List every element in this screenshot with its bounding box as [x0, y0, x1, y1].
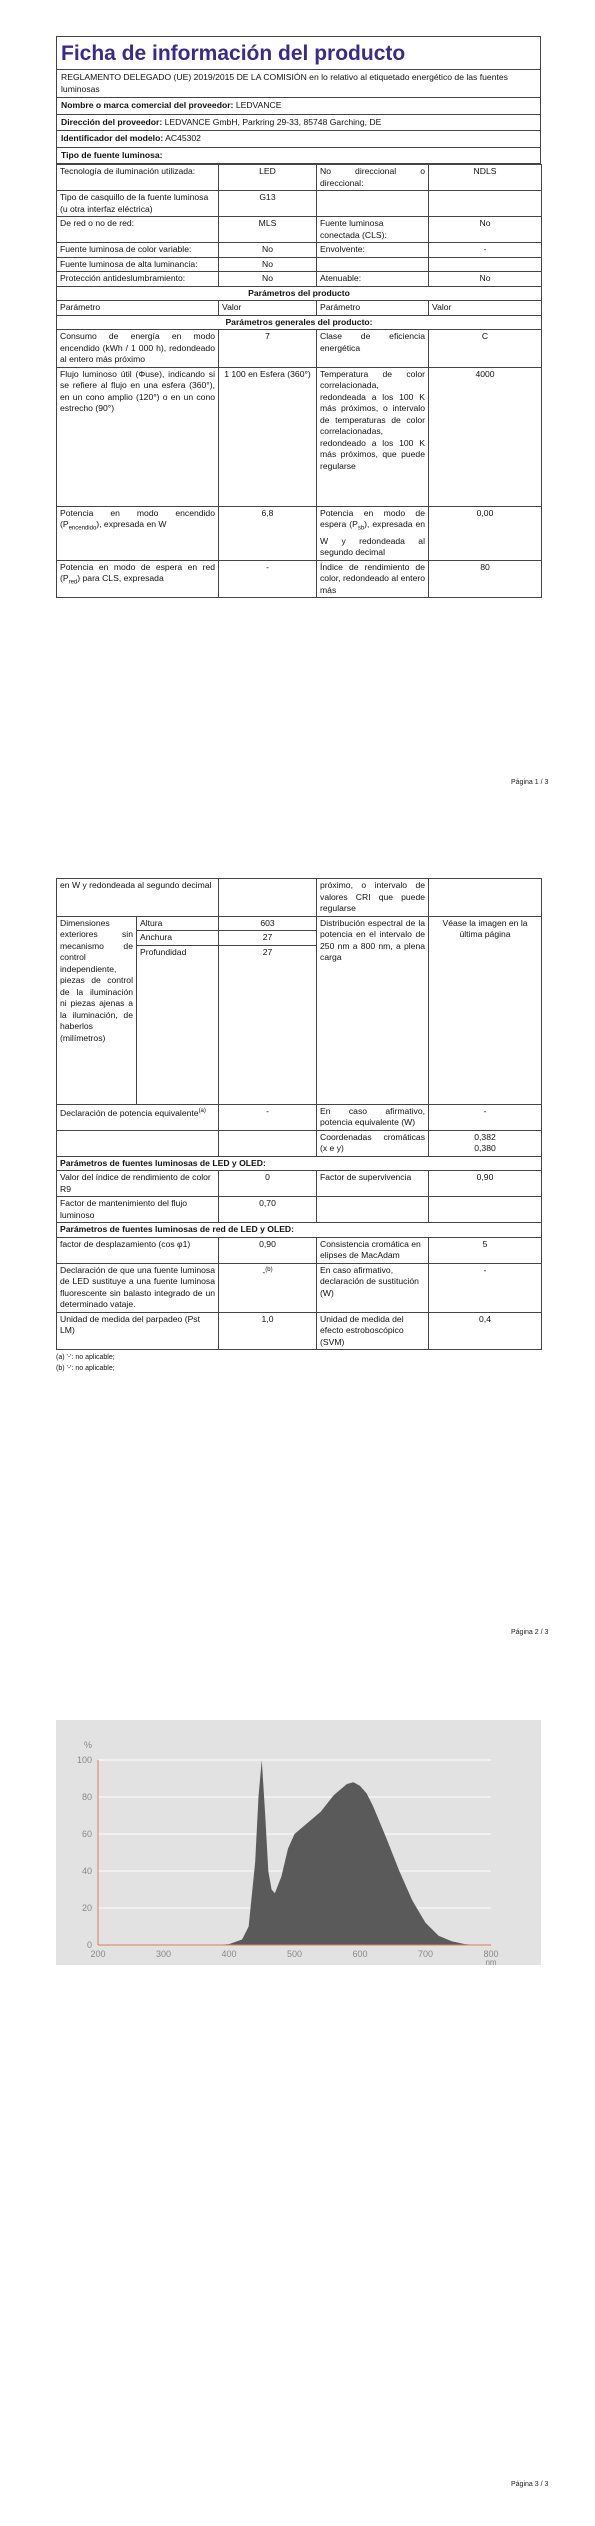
- source-type-label: Tipo de fuente luminosa:: [56, 148, 541, 165]
- table-row: [57, 217, 542, 243]
- table-row: [57, 879, 542, 917]
- supplier-address-row: [56, 115, 541, 132]
- page-number: Página 3 / 3: [511, 2481, 549, 2488]
- supplier-address-value: LEDVANCE GmbH, Parkring 29-33, 85748 Garching, DE: [164, 116, 382, 127]
- param-label: Flujo luminoso útil (Φuse), indicando si se refiere al flujo en una esfera (360°), en un cono amplio (120°) o en un cono estrecho (90°): [57, 367, 219, 506]
- param-label: Potencia en modo de espera $(P_{sb})$, expresada en W y redondeada al segundo decimal: [317, 506, 429, 560]
- param-label: Valor del índice de rendimiento de color R9: [57, 1171, 219, 1197]
- param-label: Fuente luminosa de alta luminancia:: [57, 257, 219, 272]
- x-tick-label: 700: [417, 1949, 434, 1959]
- param-value: -$^{(b)}$: [219, 1263, 317, 1312]
- param-value: 0,90: [429, 1171, 542, 1197]
- footnote-a: (a) '-': no aplicable;: [56, 1354, 115, 1361]
- section-header-row: [57, 315, 542, 330]
- dimensions-label: Dimensiones exteriores sin mecanismo de control independiente, piezas de control de la iluminación ni piezas ajenas a la iluminación, de haberlos (milímetros): [57, 916, 137, 1104]
- param-value: 4000: [429, 367, 542, 506]
- general-header: Parámetros generales del producto:: [57, 315, 542, 330]
- model-id-value: AC45302: [165, 133, 201, 144]
- param-value: 0,382 0,380: [429, 1130, 542, 1156]
- model-id-row: [56, 131, 541, 148]
- footnote-b: (b) '-': no aplicable;: [56, 1365, 115, 1372]
- table-row: [57, 1263, 542, 1312]
- table-row: [57, 1104, 542, 1130]
- supplier-address-label: Dirección del proveedor:: [61, 116, 163, 127]
- column-header: Parámetro: [317, 301, 429, 316]
- section-header-row: [57, 1223, 542, 1238]
- param-label: [57, 1130, 219, 1156]
- param-value: -: [219, 1104, 317, 1130]
- param-label: Fuente luminosa de color variable:: [57, 243, 219, 258]
- table-row: [57, 1130, 542, 1156]
- param-label: Índice de rendimiento de color, redondeado al entero más: [317, 560, 429, 598]
- param-label: Fuente luminosa conectada (CLS):: [317, 217, 429, 243]
- param-value: 0,70: [219, 1197, 317, 1223]
- param-value: No: [219, 257, 317, 272]
- param-value: NDLS: [429, 165, 542, 191]
- table-row: [57, 1197, 542, 1223]
- section-header-row: [57, 286, 542, 301]
- table-row: [57, 367, 542, 506]
- page-number: Página 2 / 3: [511, 1629, 549, 1636]
- column-header-row: [57, 301, 542, 316]
- param-label: Consistencia cromática en elipses de MacAdam: [317, 1237, 429, 1263]
- table-row: [57, 257, 542, 272]
- param-value: G13: [219, 191, 317, 217]
- x-tick-label: 300: [155, 1949, 172, 1959]
- param-label: Factor de mantenimiento del flujo luminoso: [57, 1197, 219, 1223]
- param-label: [317, 191, 429, 217]
- y-tick-label: 60: [81, 1829, 92, 1839]
- param-value: MLS: [219, 217, 317, 243]
- param-value: [429, 1197, 542, 1223]
- param-value: 5: [429, 1237, 542, 1263]
- param-label: Unidad de medida del efecto estroboscópico (SVM): [317, 1312, 429, 1350]
- param-value: No: [219, 243, 317, 258]
- supplier-name-value: LEDVANCE: [235, 100, 282, 110]
- dimension-value: 27: [219, 945, 317, 1104]
- param-value: No: [219, 272, 317, 287]
- param-label: Tipo de casquillo de la fuente luminosa (u otra interfaz eléctrica): [57, 191, 219, 217]
- supplier-name-row: [56, 98, 541, 115]
- param-label: Temperatura de color correlacionada, redondeada a los 100 K más próximos, o intervalo de temperaturas de color correlacionadas, redondeado a los 100 K más próximos, que puede regularse: [317, 367, 429, 506]
- table-row: [57, 330, 542, 368]
- param-value: -: [429, 1104, 542, 1130]
- document-title: Ficha de información del producto: [56, 36, 541, 69]
- page-1: [0, 0, 595, 800]
- param-value: [429, 191, 542, 217]
- param-label: De red o no de red:: [57, 217, 219, 243]
- spectrum-area: [216, 1760, 478, 1945]
- product-table-page2: [56, 878, 542, 1350]
- page-2: [0, 870, 595, 1670]
- param-value: -: [219, 560, 317, 598]
- param-label: en W y redondeada al segundo decimal: [57, 879, 219, 917]
- param-value: 1,0: [219, 1312, 317, 1350]
- product-table-page1: [56, 164, 542, 598]
- param-label: Atenuable:: [317, 272, 429, 287]
- param-value: 7: [219, 330, 317, 368]
- column-header: Valor: [219, 301, 317, 316]
- x-axis-label: nm: [485, 1958, 497, 1965]
- spectral-chart-panel: [56, 1720, 541, 1965]
- regulation-text: REGLAMENTO DELEGADO (UE) 2019/2015 DE LA COMISIÓN en lo relativo al etiquetado energético de las fuentes luminosas: [56, 69, 541, 98]
- param-value: 0: [219, 1171, 317, 1197]
- mains-header: Parámetros de fuentes luminosas de red de LED y OLED:: [57, 1223, 542, 1238]
- param-label: Consumo de energía en modo encendido (kWh / 1 000 h), redondeado al entero más próximo: [57, 330, 219, 368]
- param-label: Unidad de medida del parpadeo (Pst LM): [57, 1312, 219, 1350]
- dimension-value: 27: [219, 931, 317, 946]
- section-header-row: [57, 1156, 542, 1171]
- table-row: [57, 916, 542, 931]
- param-label: No direccional o direccional:: [317, 165, 429, 191]
- dimension-name: Anchura: [137, 931, 219, 946]
- dimension-name: Profundidad: [137, 945, 219, 1104]
- param-label: Potencia en modo encendido $(P_{encendido})$, expresada en W: [57, 506, 219, 560]
- table-row: [57, 1237, 542, 1263]
- y-tick-label: 0: [86, 1940, 92, 1950]
- x-tick-label: 600: [352, 1949, 368, 1959]
- param-value: 0,4: [429, 1312, 542, 1350]
- param-label: Envolvente:: [317, 243, 429, 258]
- param-label: Declaración de que una fuente luminosa de LED sustituye a una fuente luminosa fluorescente sin balasto integrado de un determinado vataje.: [57, 1263, 219, 1312]
- param-label: [317, 257, 429, 272]
- table-row: [57, 272, 542, 287]
- spectral-distribution-chart: [56, 1720, 541, 1965]
- param-label: Declaración de potencia equivalente$^{(a)}$: [57, 1104, 219, 1130]
- param-label: Protección antideslumbramiento:: [57, 272, 219, 287]
- x-tick-label: 500: [286, 1949, 303, 1959]
- param-label: factor de desplazamiento (cos φ1): [57, 1237, 219, 1263]
- params-header: Parámetros del producto: [57, 286, 542, 301]
- table-row: [57, 165, 542, 191]
- column-header: Parámetro: [57, 301, 219, 316]
- param-label: Potencia en modo de espera en red $(P_{red})$ para CLS, expresada: [57, 560, 219, 598]
- param-value: 0,90: [219, 1237, 317, 1263]
- spectral-value: Véase la imagen en la última página: [429, 916, 542, 1104]
- table-row: [57, 1171, 542, 1197]
- x-tick-label: 800: [483, 1949, 499, 1959]
- param-value: -: [429, 243, 542, 258]
- column-header: Valor: [429, 301, 542, 316]
- y-tick-label: 40: [81, 1866, 92, 1876]
- param-value: -: [429, 1263, 542, 1312]
- dimension-value: 603: [219, 916, 317, 931]
- param-label: Clase de eficiencia energética: [317, 330, 429, 368]
- param-value: 80: [429, 560, 542, 598]
- param-value: [219, 1130, 317, 1156]
- param-value: [219, 879, 317, 917]
- param-value: [429, 879, 542, 917]
- param-value: No: [429, 217, 542, 243]
- spectral-label: Distribución espectral de la potencia en el intervalo de 250 nm a 800 nm, a plena carga: [317, 916, 429, 1104]
- y-axis-label: %: [83, 1740, 93, 1750]
- table-row: [57, 1312, 542, 1350]
- param-label: Coordenadas cromáticas (x e y): [317, 1130, 429, 1156]
- param-value: 0,00: [429, 506, 542, 560]
- table-row: [57, 191, 542, 217]
- param-value: No: [429, 272, 542, 287]
- param-label: próximo, o intervalo de valores CRI que puede regularse: [317, 879, 429, 917]
- y-tick-label: 100: [76, 1755, 92, 1765]
- param-value: [429, 257, 542, 272]
- y-tick-label: 20: [81, 1903, 92, 1913]
- table-row: [57, 560, 542, 598]
- param-label: En caso afirmativo, declaración de sustitución (W): [317, 1263, 429, 1312]
- model-id-label: Identificador del modelo:: [61, 133, 164, 144]
- param-label: [317, 1197, 429, 1223]
- param-value: LED: [219, 165, 317, 191]
- x-tick-label: 400: [221, 1949, 237, 1959]
- dimension-name: Altura: [137, 916, 219, 931]
- param-label: Tecnología de iluminación utilizada:: [57, 165, 219, 191]
- y-tick-label: 80: [81, 1792, 92, 1802]
- x-tick-label: 200: [90, 1949, 106, 1959]
- param-value: C: [429, 330, 542, 368]
- param-label: En caso afirmativo, potencia equivalente (W): [317, 1104, 429, 1130]
- table-row: [57, 506, 542, 560]
- param-value: 1 100 en Esfera (360°): [219, 367, 317, 506]
- param-value: 6,8: [219, 506, 317, 560]
- page-number: Página 1 / 3: [511, 779, 549, 786]
- param-label: Factor de supervivencia: [317, 1171, 429, 1197]
- supplier-name-label: Nombre o marca comercial del proveedor:: [61, 100, 234, 110]
- table-row: [57, 243, 542, 258]
- led-header: Parámetros de fuentes luminosas de LED y OLED:: [57, 1156, 542, 1171]
